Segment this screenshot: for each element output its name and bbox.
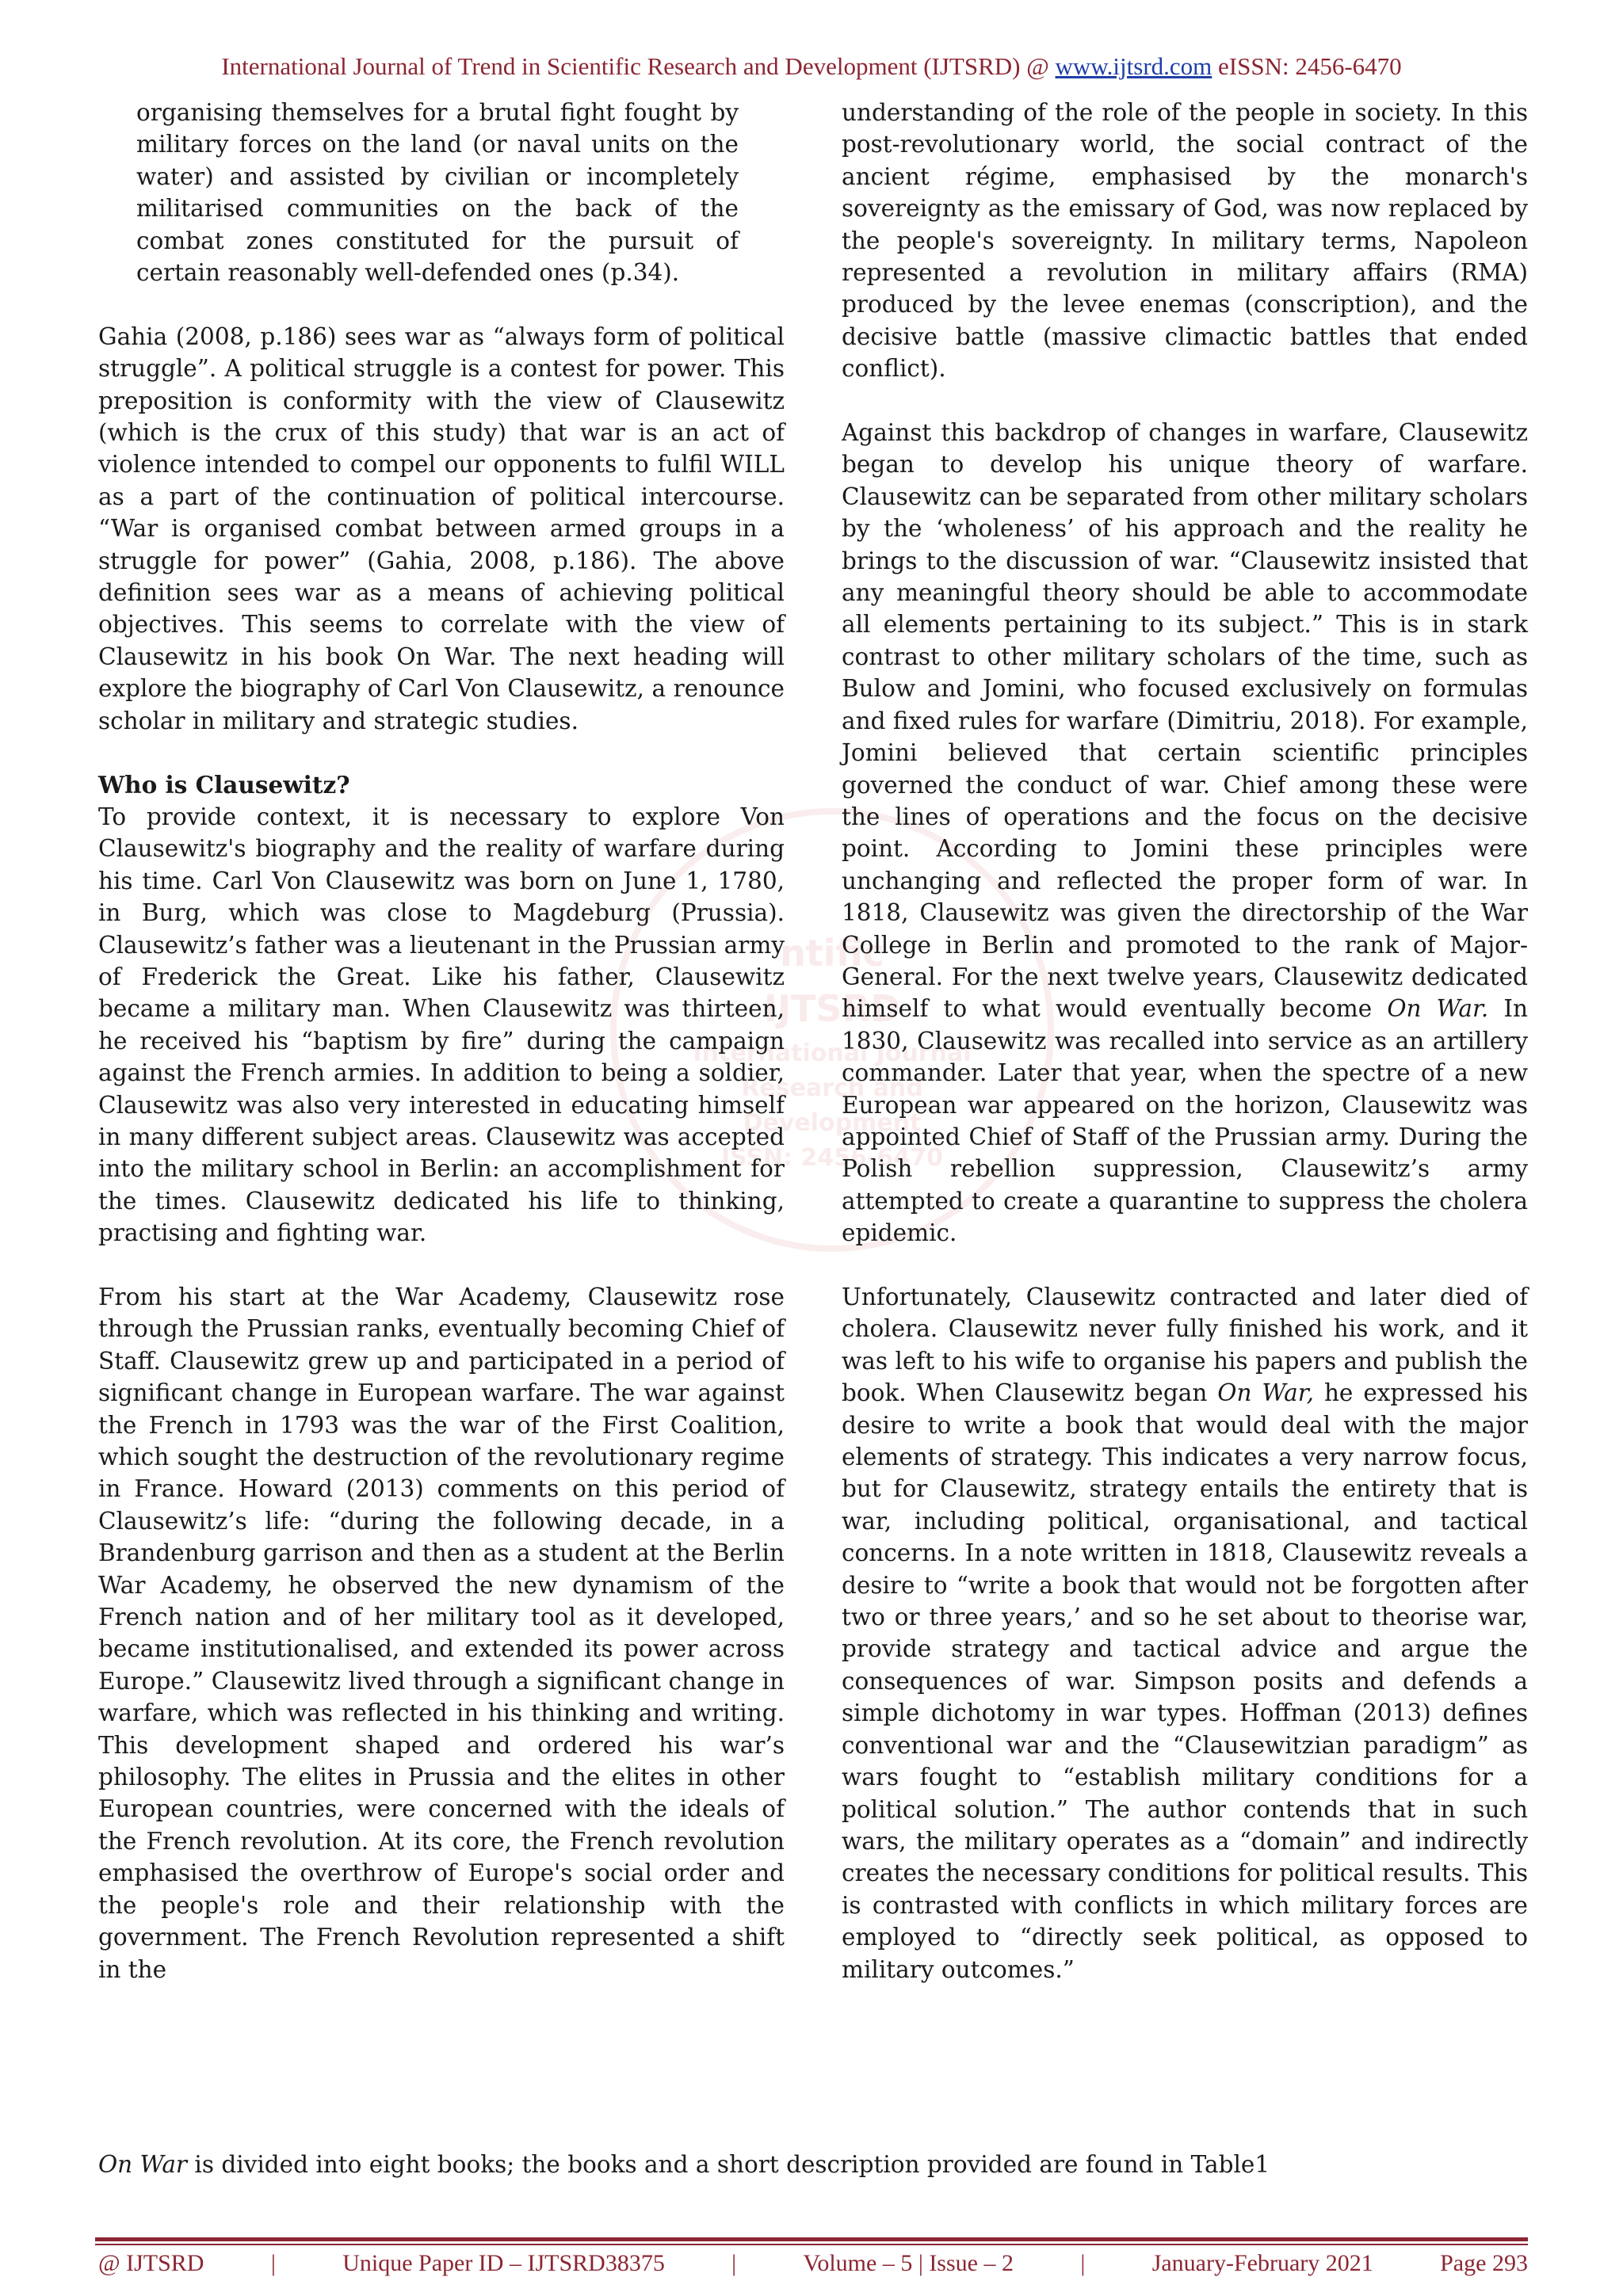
watermark-text: ISSN: 2456-6470 — [720, 1144, 944, 1172]
watermark-text: ntific — [780, 932, 884, 974]
book-title: On War, — [1217, 1379, 1314, 1407]
paragraph-theory — [842, 417, 1528, 1249]
section-heading: Who is Clausewitz? — [98, 770, 350, 799]
paragraph-gahia: Gahia (2008, p.186) sees war as “always form of political struggle”. A political struggle is a contest for power. This preposition is conformity with the view of Clausewitz (which is the crux of this study) that war is an act of violence intended to compel our opponents to fulfil WILL as a part of the continuation of political intercourse. “War is organised combat between armed groups in a struggle for power” (Gahia, 2008, p.186). The above definition sees war as a means of achieving political objectives. This seems to correlate with the view of Clausewitz in his book On War. The next heading will explore the biography of Carl Von Clausewitz, a renounce scholar in military and strategic studies. — [98, 322, 785, 734]
right-column — [842, 97, 1528, 1985]
watermark-text: Development — [743, 1109, 922, 1137]
block-quote: organising themselves for a brutal fight fought by military forces on the land (or naval units on the water) and assisted by civilian or incompletely militarised communities on the back of the combat zones constituted for the pursuit of certain reasonably well-defended ones (p.34). — [136, 99, 739, 287]
paragraph-text: Unfortunately, Clausewitz contracted and later died of cholera. Clausewitz never fully finished his work, and it was left to his wife to organise his papers and publish the book. When Clausewitz began — [842, 1283, 1528, 1407]
paragraph-text: he expressed his desire to write a book that would deal with the major elements of strategy. This indicates a very narrow focus, but for Clausewitz, strategy entails the entirety that is war, including political, organisational, and tactical concerns. In a note written in 1818, Clausewitz reveals a desire to “write a book that would not be forgotten after two or three years,’ and so he set about to theorise war, provide strategy and tactical advice and argue the consequences of war. Simpson posits and defends a simple dichotomy in war types. Hoffman (2013) defines conventional war and the “Clausewitzian paradigm” as wars fought to “establish military conditions for a political solution.” The author contends that in such wars, the military operates as a “domain” and indirectly creates the necessary conditions for political results. This is contrasted with conflicts in which military forces are employed to “directly seek political, as opposed to military outcomes.” — [842, 1379, 1529, 1983]
paragraph-text: In 1830, Clausewitz was recalled into service as an artillery commander. Later that year, when the spectre of a new European war appeared on the horizon, Clausewitz was appointed Chief of Staff of the Prussian army. During the Polish rebellion suppression, Clausewitz’s army attempted to create a quarantine to suppress the cholera epidemic. — [842, 995, 1528, 1247]
book-title: On War. — [1387, 995, 1489, 1023]
footer-page-number: Page 293 — [1440, 2250, 1528, 2276]
paragraph-biography: To provide context, it is necessary to explore Von Clausewitz's biography and the reality of warfare during his time. Carl Von Clausewitz was born on June 1, 1780, in Burg, which was close to Magdeburg (Prussia). Clausewitz’s father was a lieutenant in the Prussian army of Frederick the Great. Like his father, Clausewitz became a military man. When Clausewitz was thirteen, he received his “baptism by fire” during the campaign against the French armies. In addition to being a soldier, Clausewitz was also very interested in educating himself in many different subject areas. Clausewitz was accepted into the military school in Berlin: an accomplishment for the times. Clausewitz dedicated his life to thinking, practising and fighting war. — [98, 803, 785, 1247]
journal-website-link[interactable]: www.ijtsrd.com — [1055, 52, 1212, 80]
journal-title: International Journal of Trend in Scientific Research and Development (IJTSRD) @ — [221, 52, 1056, 80]
footer-rule — [95, 2237, 1528, 2241]
journal-issn: eISSN: 2456-6470 — [1212, 52, 1402, 80]
paragraph-cholera — [842, 1281, 1528, 1985]
footer-volume: Volume – 5 | Issue – 2 — [803, 2250, 1014, 2276]
sentence-text: is divided into eight books; the books and a short description provided are found in Table1 — [187, 2151, 1270, 2178]
footer-paper-id: Unique Paper ID – IJTSRD38375 — [342, 2250, 665, 2276]
footer-separator: | — [731, 2250, 737, 2276]
footer-date: January-February 2021 — [1151, 2250, 1373, 2276]
footer-rule — [95, 2244, 1528, 2245]
watermark-text: IJTSRD — [763, 987, 901, 1030]
footer-publisher: @ IJTSRD — [98, 2250, 204, 2276]
journal-header — [0, 49, 1623, 84]
paragraph-revolution: understanding of the role of the people in society. In this post-revolutionary world, the social contract of the ancient régime, emphasised by the monarch's sovereignty as the emissary of God, was now replaced by the people's sovereignty. In military terms, Napoleon represented a revolution in military affairs (RMA) produced by the levee enemas (conscription), and the decisive battle (massive climactic battles that ended conflict). — [842, 99, 1528, 383]
book-title: On War — [98, 2151, 188, 2178]
paragraph-war-academy: From his start at the War Academy, Clausewitz rose through the Prussian ranks, eventually becoming Chief of Staff. Clausewitz grew up and participated in a period of significant change in European warfare. The war against the French in 1793 was the war of the First Coalition, which sought the destruction of the revolutionary regime in France. Howard (2013) comments on this period of Clausewitz’s life: “during the following decade, in a Brandenburg garrison and then as a student at the Berlin War Academy, he observed the new dynamism of the French nation and of her military tool as it developed, became institutionalised, and extended its power across Europe.” Clausewitz lived through a significant change in warfare, which was reflected in his thinking and writing. This development shaped and ordered his war’s philosophy. The elites in Prussia and the elites in other European countries, were concerned with the ideals of the French revolution. At its core, the French revolution emphasised the overthrow of Europe's social order and the people's role and their relationship with the government. The French Revolution represented a shift in the — [98, 1283, 785, 1983]
page-footer — [98, 2250, 1528, 2277]
footer-separator: | — [1080, 2250, 1086, 2276]
left-column — [98, 97, 785, 1985]
paragraph-text: Against this backdrop of changes in warfare, Clausewitz began to develop his unique theory of warfare. Clausewitz can be separated from other military scholars by the ‘wholeness’ of his approach and the reality he brings to the discussion of war. “Clausewitz insisted that any meaningful theory should be able to accommodate all elements pertaining to its subject.” This is in stark contrast to other military scholars of the time, such as Bulow and Jomini, who focused exclusively on formulas and fixed rules for warfare (Dimitriu, 2018). For example, Jomini believed that certain scientific principles governed the conduct of war. Chief among these were the lines of operations and the focus on the decisive point. According to Jomini these principles were unchanging and reflected the proper form of war. In 1818, Clausewitz was given the directorship of the War College in Berlin and promoted to the rank of Major-General. For the next twelve years, Clausewitz dedicated himself to what would eventually become — [842, 419, 1528, 1023]
table-intro-sentence — [98, 2149, 1528, 2180]
watermark-text: International Journal — [693, 1039, 972, 1067]
watermark-text: Research and — [741, 1074, 923, 1102]
footer-separator: | — [270, 2250, 276, 2276]
